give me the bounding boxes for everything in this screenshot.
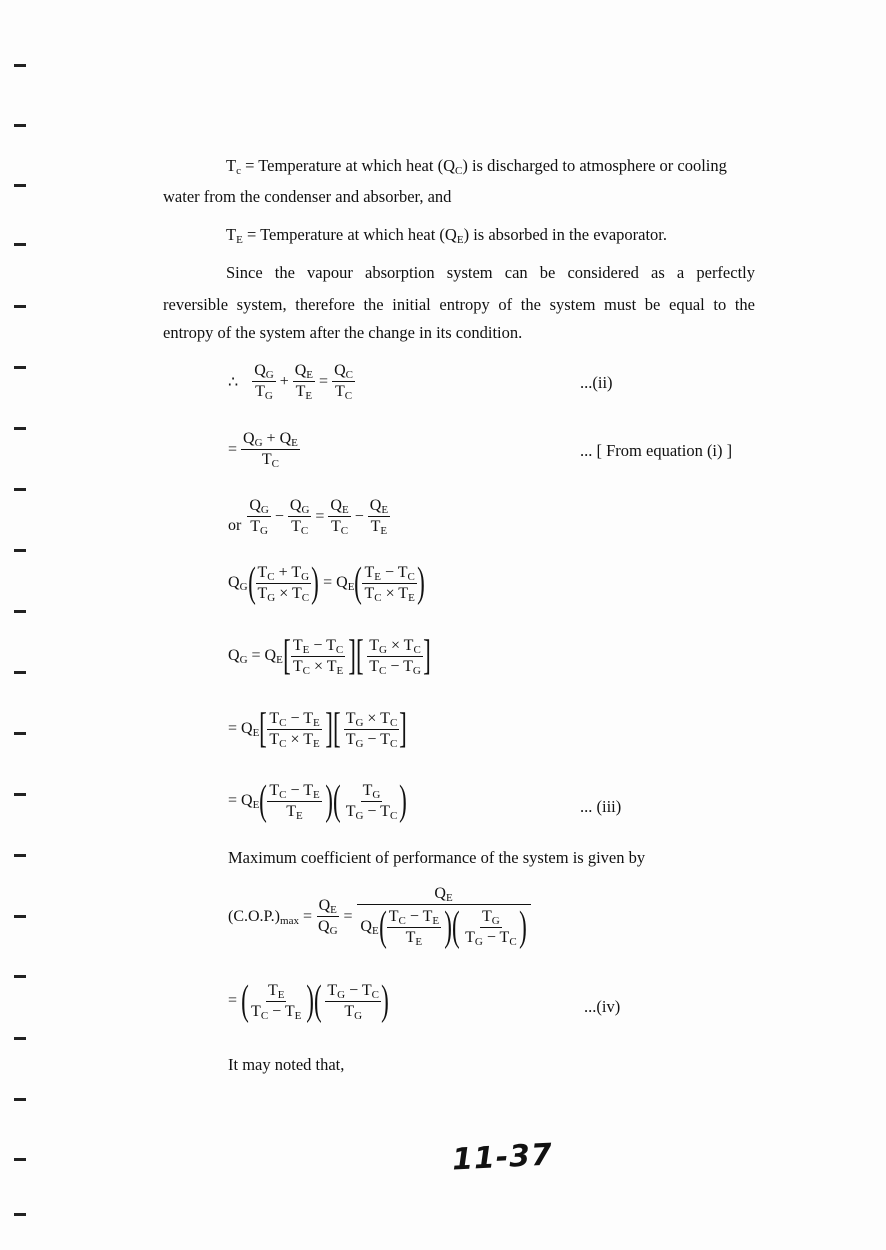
margin-tick — [14, 671, 26, 674]
margin-tick — [14, 610, 26, 613]
paragraph-line-2: reversible system, therefore the initial entropy of the system must be equal to the — [163, 295, 755, 314]
margin-tick — [14, 549, 26, 552]
equation-iv: = ( $\frac{T_E}{T_C - T_E}$ )( $\frac{T_G - T_C}{T_G}$ ) — [228, 978, 389, 1024]
margin-tick — [14, 124, 26, 127]
margin-tick — [14, 1158, 26, 1161]
equation-qg: $Q_G$ = $Q_E$ [ $\frac{T_E - T_C}{T_C \times T_E}$ ][ $\frac{T_G \times T_C}{T_C - T_G}$ ] — [228, 633, 431, 679]
equation-ref-iii: ... (iii) — [580, 797, 622, 816]
page-number: 11-37 — [451, 1137, 554, 1178]
equation-iii: = $Q_E$ ( $\frac{T_C - T_E}{T_E}$ )( $\frac{T_G}{T_G - T_C}$ ) — [228, 778, 408, 824]
paragraph-line-3: entropy of the system after the change in its condition. — [163, 323, 523, 342]
te-definition: $T_E$ = Temperature at which heat $(Q_E)$ is absorbed in the evaporator. — [226, 225, 668, 246]
margin-tick — [14, 64, 26, 67]
margin-tick — [14, 427, 26, 430]
margin-tick — [14, 915, 26, 918]
margin-tick — [14, 854, 26, 857]
equation-from-i: = $\frac{Q_G + Q_E}{T_C}$ — [228, 430, 298, 470]
margin-tick — [14, 975, 26, 978]
margin-tick — [14, 793, 26, 796]
tc-definition-continued: water from the condenser and absorber, and — [163, 187, 452, 206]
cop-intro: Maximum coefficient of performance of the system is given by — [228, 848, 646, 867]
equation-qg-step2: = $Q_E$ [ $\frac{T_C - T_E}{T_C \times T_E}$ ][ $\frac{T_G \times T_C}{T_G - T_C}$ ] — [228, 706, 408, 752]
paragraph-line-1: Since the vapour absorption system can be considered as a perfectly — [226, 263, 755, 282]
equation-rearranged: $Q_G$ ( $\frac{T_C + T_G}{T_G \times T_C}$ ) = $Q_E$ ( $\frac{T_E - T_C}{T_C \times T_E}$ ) — [228, 560, 425, 606]
tc-definition: $T_c$ = Temperature at which heat $(Q_C)$ is discharged to atmosphere or cooling — [226, 156, 727, 177]
equation-or: or $\frac{Q_G}{T_G}$ − $\frac{Q_G}{T_C}$ = $\frac{Q_E}{T_C}$ − $\frac{Q_E}{T_E}$ — [228, 497, 389, 537]
margin-tick — [14, 366, 26, 369]
margin-tick — [14, 1098, 26, 1101]
margin-tick — [14, 488, 26, 491]
margin-tick — [14, 184, 26, 187]
equation-ii: ∴ $\frac{Q_G}{T_G}$ + $\frac{Q_E}{T_E}$ = $\frac{Q_C}{T_C}$ — [228, 362, 353, 402]
equation-ref-from-i: ... [ From equation (i) ] — [580, 441, 733, 460]
equation-ref-iv: ...(iv) — [584, 997, 621, 1016]
margin-tick — [14, 243, 26, 246]
margin-tick — [14, 305, 26, 308]
equation-ref-ii: ...(ii) — [580, 373, 613, 392]
closing-text: It may noted that, — [228, 1055, 345, 1074]
equation-cop: $(C.O.P.)_{max}$ = $\frac{Q_E}{Q_G}$ = $Q_E$ $Q_E$ ( $\frac{T_C - T_E}{T_E}$ )( $\frac{T_G}{T_G - T_C}$ ) — [228, 885, 531, 948]
margin-tick — [14, 1037, 26, 1040]
margin-tick — [14, 732, 26, 735]
margin-tick — [14, 1213, 26, 1216]
